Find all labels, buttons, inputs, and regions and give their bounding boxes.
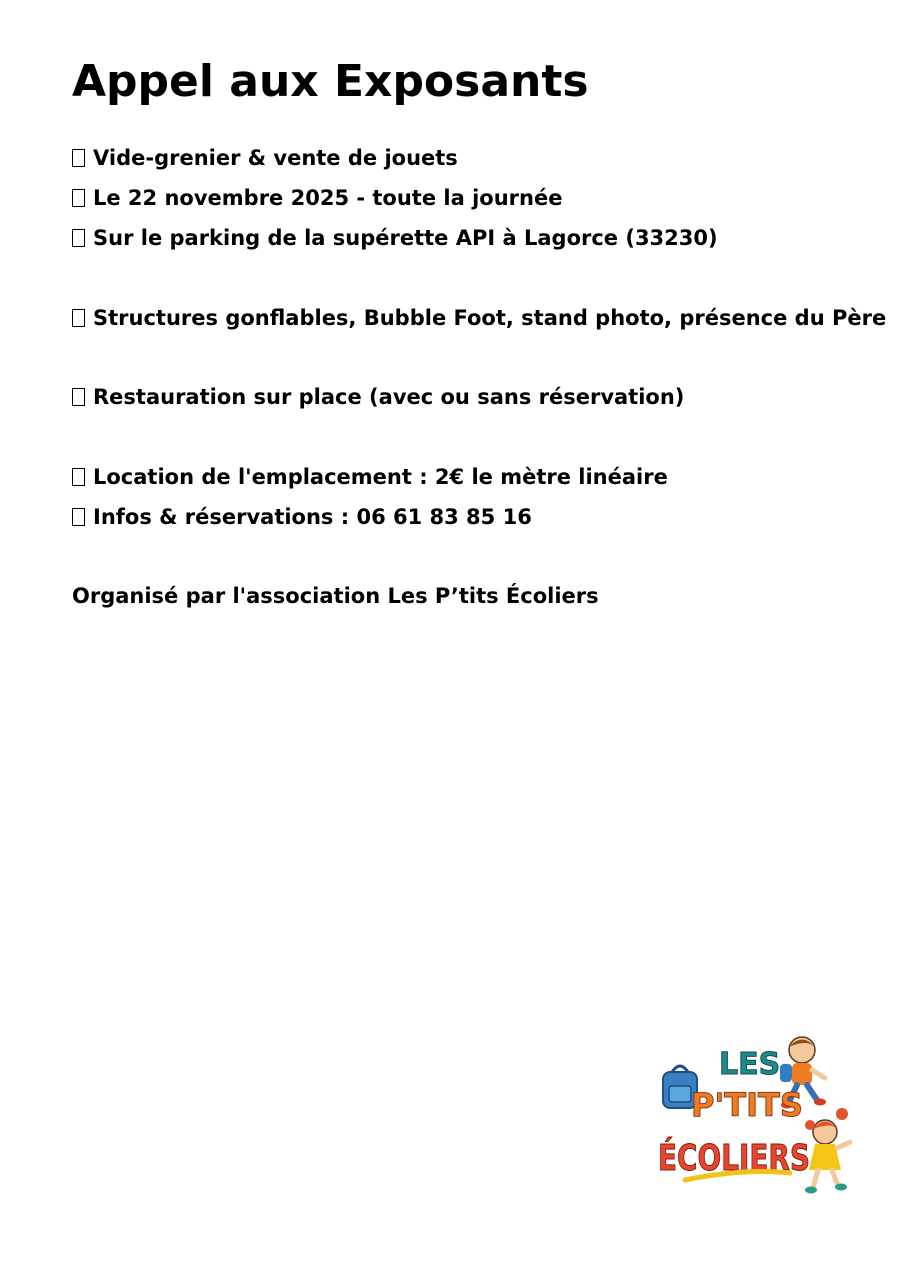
missing-glyph-icon [72,189,85,207]
missing-glyph-icon [72,309,85,327]
svg-text:P'TITS: P'TITS [691,1086,803,1124]
info-line-event-type [72,143,899,173]
info-line-text: Vide-grenier & vente de jouets [93,146,458,170]
svg-text:ÉCOLIERS: ÉCOLIERS [658,1138,855,1179]
missing-glyph-icon [72,508,85,526]
info-line-location [72,223,899,253]
missing-glyph-icon [72,229,85,247]
girl-character-icon [805,1108,850,1194]
info-line-food [72,382,899,412]
info-line-text: Restauration sur place (avec ou sans réservation) [93,385,685,409]
organizer-line: Organisé par l'association Les P’tits Écoliers [72,584,599,608]
missing-glyph-icon [72,468,85,486]
missing-glyph-icon [72,388,85,406]
missing-glyph-icon [72,149,85,167]
info-line-text: Infos & réservations : 06 61 83 85 16 [93,505,532,529]
svg-text:LES: LES [719,1047,781,1082]
info-line-pricing [72,462,899,492]
page-title: Appel aux Exposants [72,56,589,107]
info-line-text: Sur le parking de la supérette API à Lagorce (33230) [93,226,718,250]
info-line-text: Location de l'emplacement : 2€ le mètre linéaire [93,465,668,489]
info-line-date [72,183,899,213]
association-logo [655,1030,860,1205]
info-line-activities [72,303,899,333]
info-line-text: Le 22 novembre 2025 - toute la journée [93,186,563,210]
info-line-contact [72,502,899,532]
info-line-text: Structures gonflables, Bubble Foot, stand photo, présence du Père [93,306,887,330]
